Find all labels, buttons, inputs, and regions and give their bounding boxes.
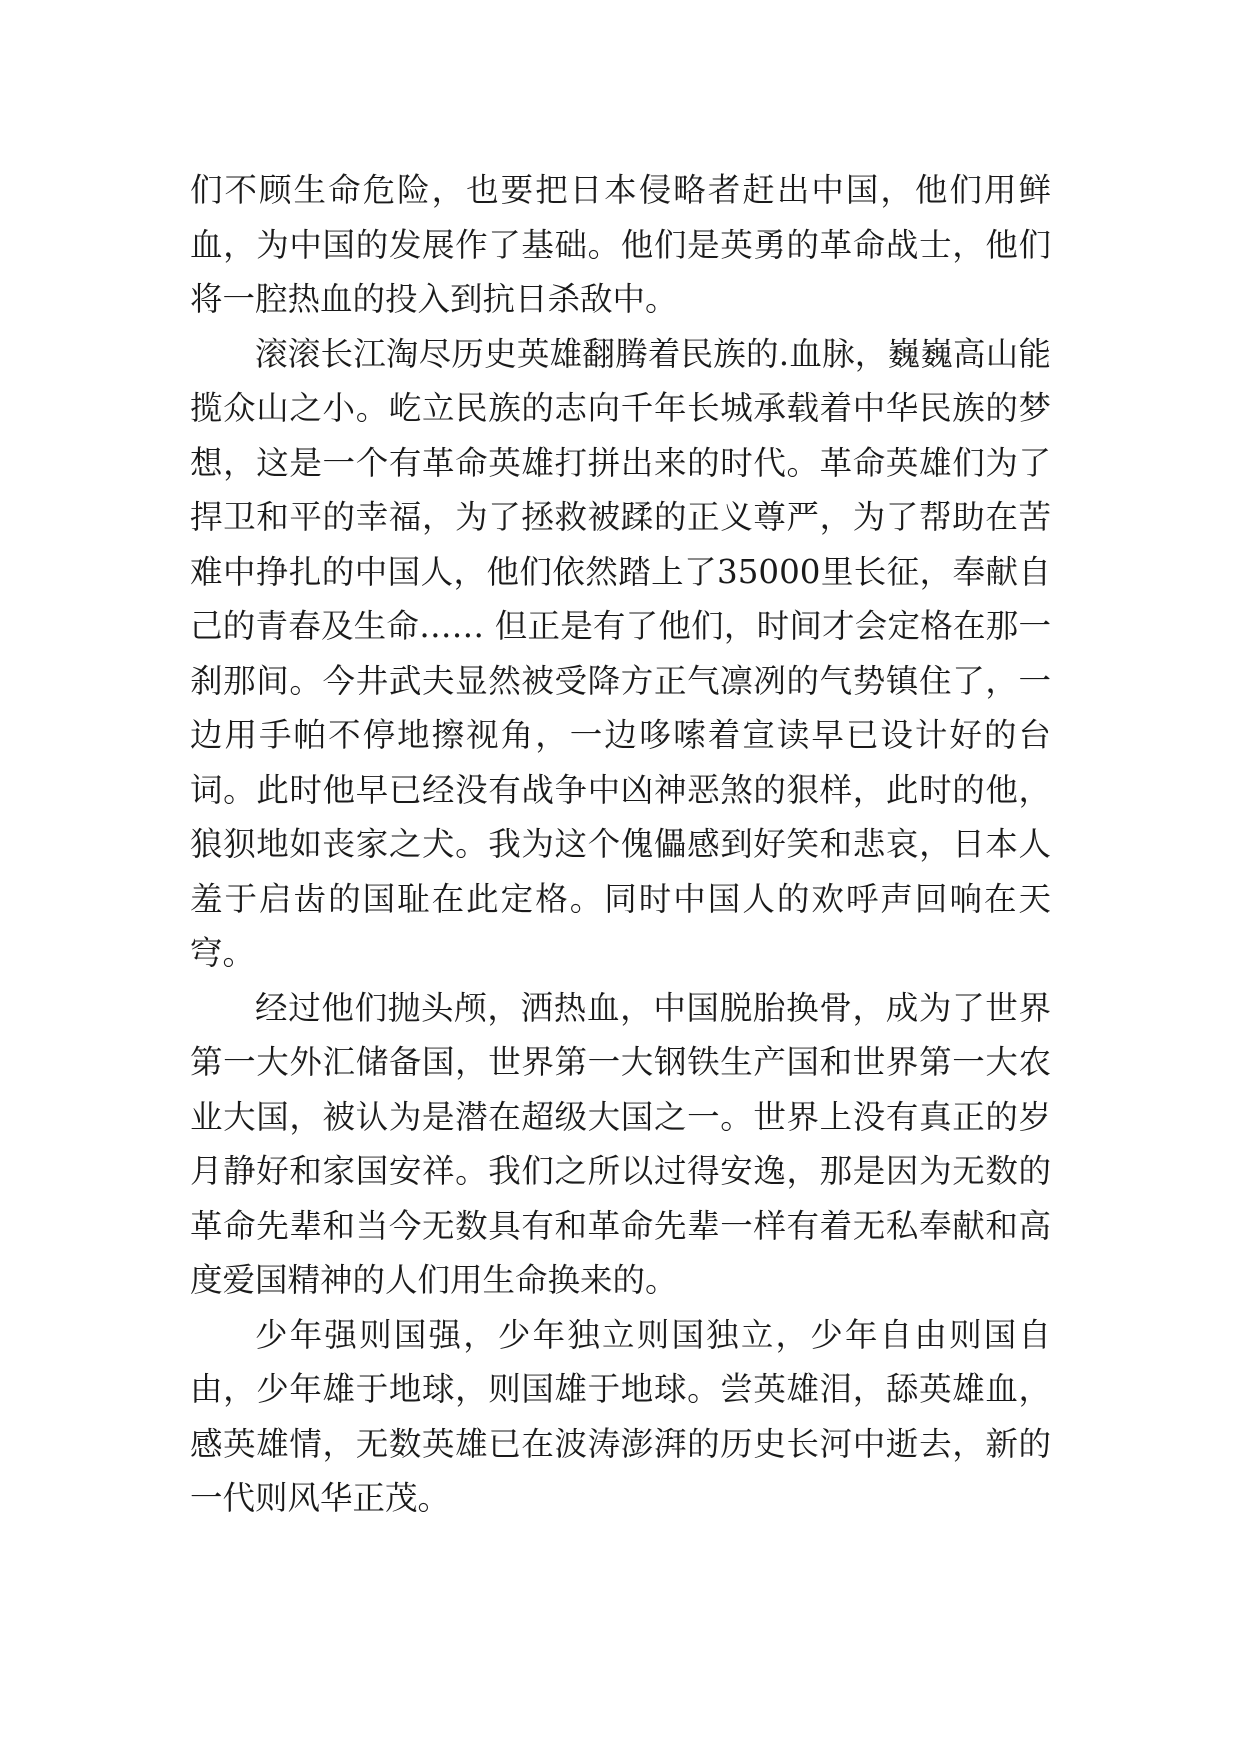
document-body [190, 163, 1051, 1526]
paragraph-1: 们不顾生命危险，也要把日本侵略者赶出中国，他们用鲜血，为中国的发展作了基础。他们是英勇的革命战士，他们将一腔热血的投入到抗日杀敌中。 [190, 171, 1051, 318]
paragraph-2: 滚滚长江淘尽历史英雄翻腾着民族的.血脉，巍巍高山能揽众山之小。屹立民族的志向千年长城承载着中华民族的梦想，这是一个有革命英雄打拼出来的时代。革命英雄们为了捍卫和平的幸福，为了拯救被蹂的正义尊严，为了帮助在苦难中挣扎的中国人，他们依然踏上了35000里长征，奉献自己的青春及生命…… 但正是有了他们，时间才会定格在那一刹那间。今井武夫显然被受降方正气凛冽的气势镇住了，一边用手帕不停地擦视角，一边哆嗦着宣读早已设计好的台词。此时他早已经没有战争中凶神恶煞的狠样，此时的他，狼狈地如丧家之犬。我为这个傀儡感到好笑和悲哀，日本人羞于启齿的国耻在此定格。同时中国人的欢呼声回响在天穹。 [190, 334, 1051, 972]
paragraph-3: 经过他们抛头颅，洒热血，中国脱胎换骨，成为了世界第一大外汇储备国，世界第一大钢铁生产国和世界第一大农业大国，被认为是潜在超级大国之一。世界上没有真正的岁月静好和家国安祥。我们之所以过得安逸，那是因为无数的革命先辈和当今无数具有和革命先辈一样有着无私奉献和高度爱国精神的人们用生命换来的。 [190, 988, 1051, 1299]
paragraph-4: 少年强则国强，少年独立则国独立，少年自由则国自由，少年雄于地球，则国雄于地球。尝英雄泪，舔英雄血，感英雄情，无数英雄已在波涛澎湃的历史长河中逝去，新的一代则风华正茂。 [190, 1315, 1051, 1517]
